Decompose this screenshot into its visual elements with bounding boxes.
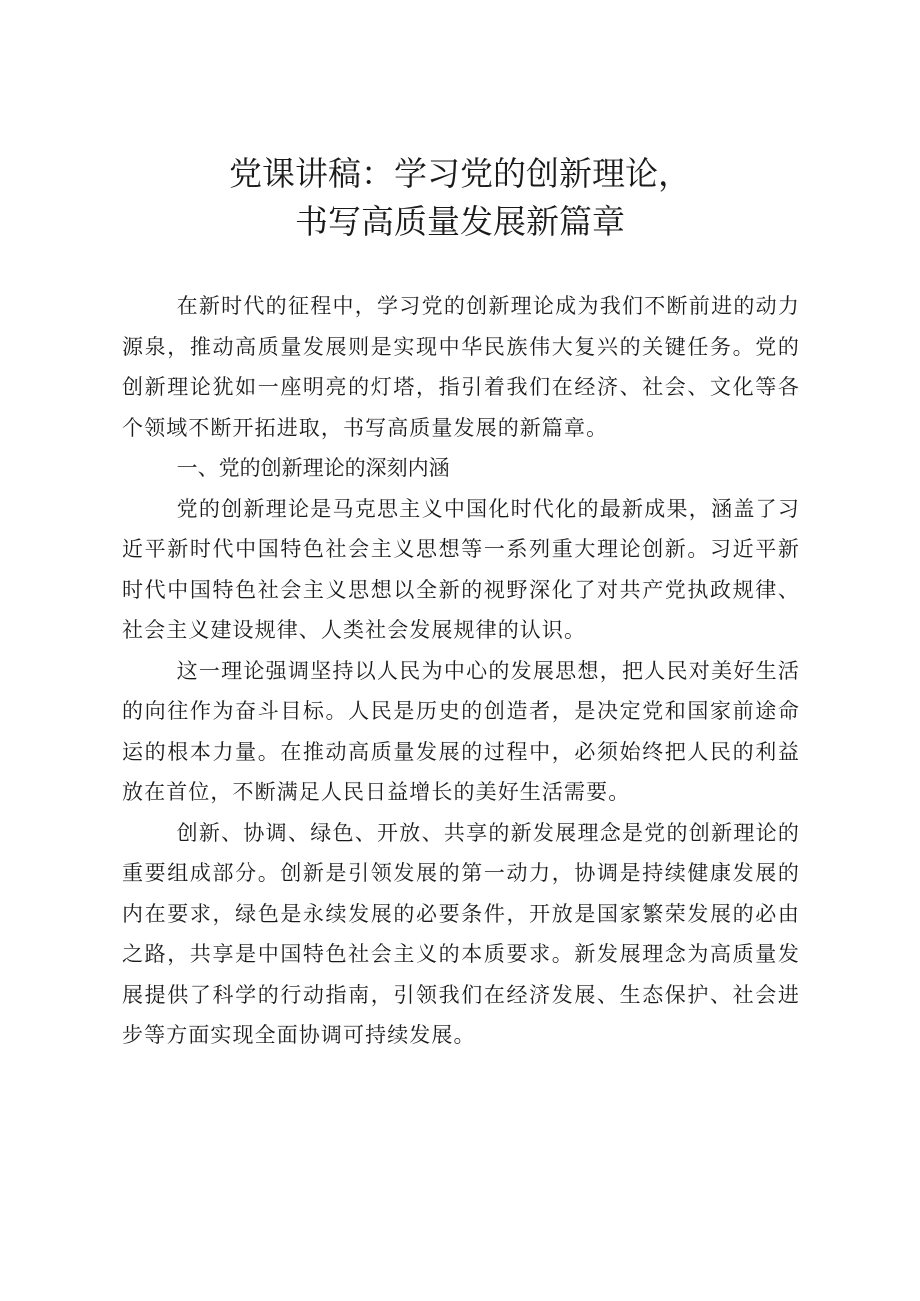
document-body [122, 286, 800, 1056]
paragraph: 党的创新理论是马克思主义中国化时代化的最新成果，涵盖了习近平新时代中国特色社会主义思想等一系列重大理论创新。习近平新时代中国特色社会主义思想以全新的视野深化了对共产党执政规律、社会主义建设规律、人类社会发展规律的认识。 [122, 496, 800, 642]
paragraph-intro: 在新时代的征程中，学习党的创新理论成为我们不断前进的动力源泉，推动高质量发展则是实现中华民族伟大复兴的关键任务。党的创新理论犹如一座明亮的灯塔，指引着我们在经济、社会、文化等各个领域不断开拓进取，书写高质量发展的新篇章。 [122, 294, 800, 440]
paragraph: 创新、协调、绿色、开放、共享的新发展理念是党的创新理论的重要组成部分。创新是引领发展的第一动力，协调是持续健康发展的内在要求，绿色是永续发展的必要条件，开放是国家繁荣发展的必由之路，共享是中国特色社会主义的本质要求。新发展理念为高质量发展提供了科学的行动指南，引领我们在经济发展、生态保护、社会进步等方面实现全面协调可持续发展。 [122, 820, 800, 1047]
paragraph: 这一理论强调坚持以人民为中心的发展思想，把人民对美好生活的向往作为奋斗目标。人民是历史的创造者，是决定党和国家前途命运的根本力量。在推动高质量发展的过程中，必须始终把人民的利益放在首位，不断满足人民日益增长的美好生活需要。 [122, 658, 800, 804]
title-line-1: 党课讲稿：学习党的创新理论， [229, 154, 691, 193]
section-heading: 一、党的创新理论的深刻内涵 [176, 456, 450, 480]
title-line-2: 书写高质量发展新篇章 [295, 202, 625, 241]
document-title [0, 150, 920, 246]
